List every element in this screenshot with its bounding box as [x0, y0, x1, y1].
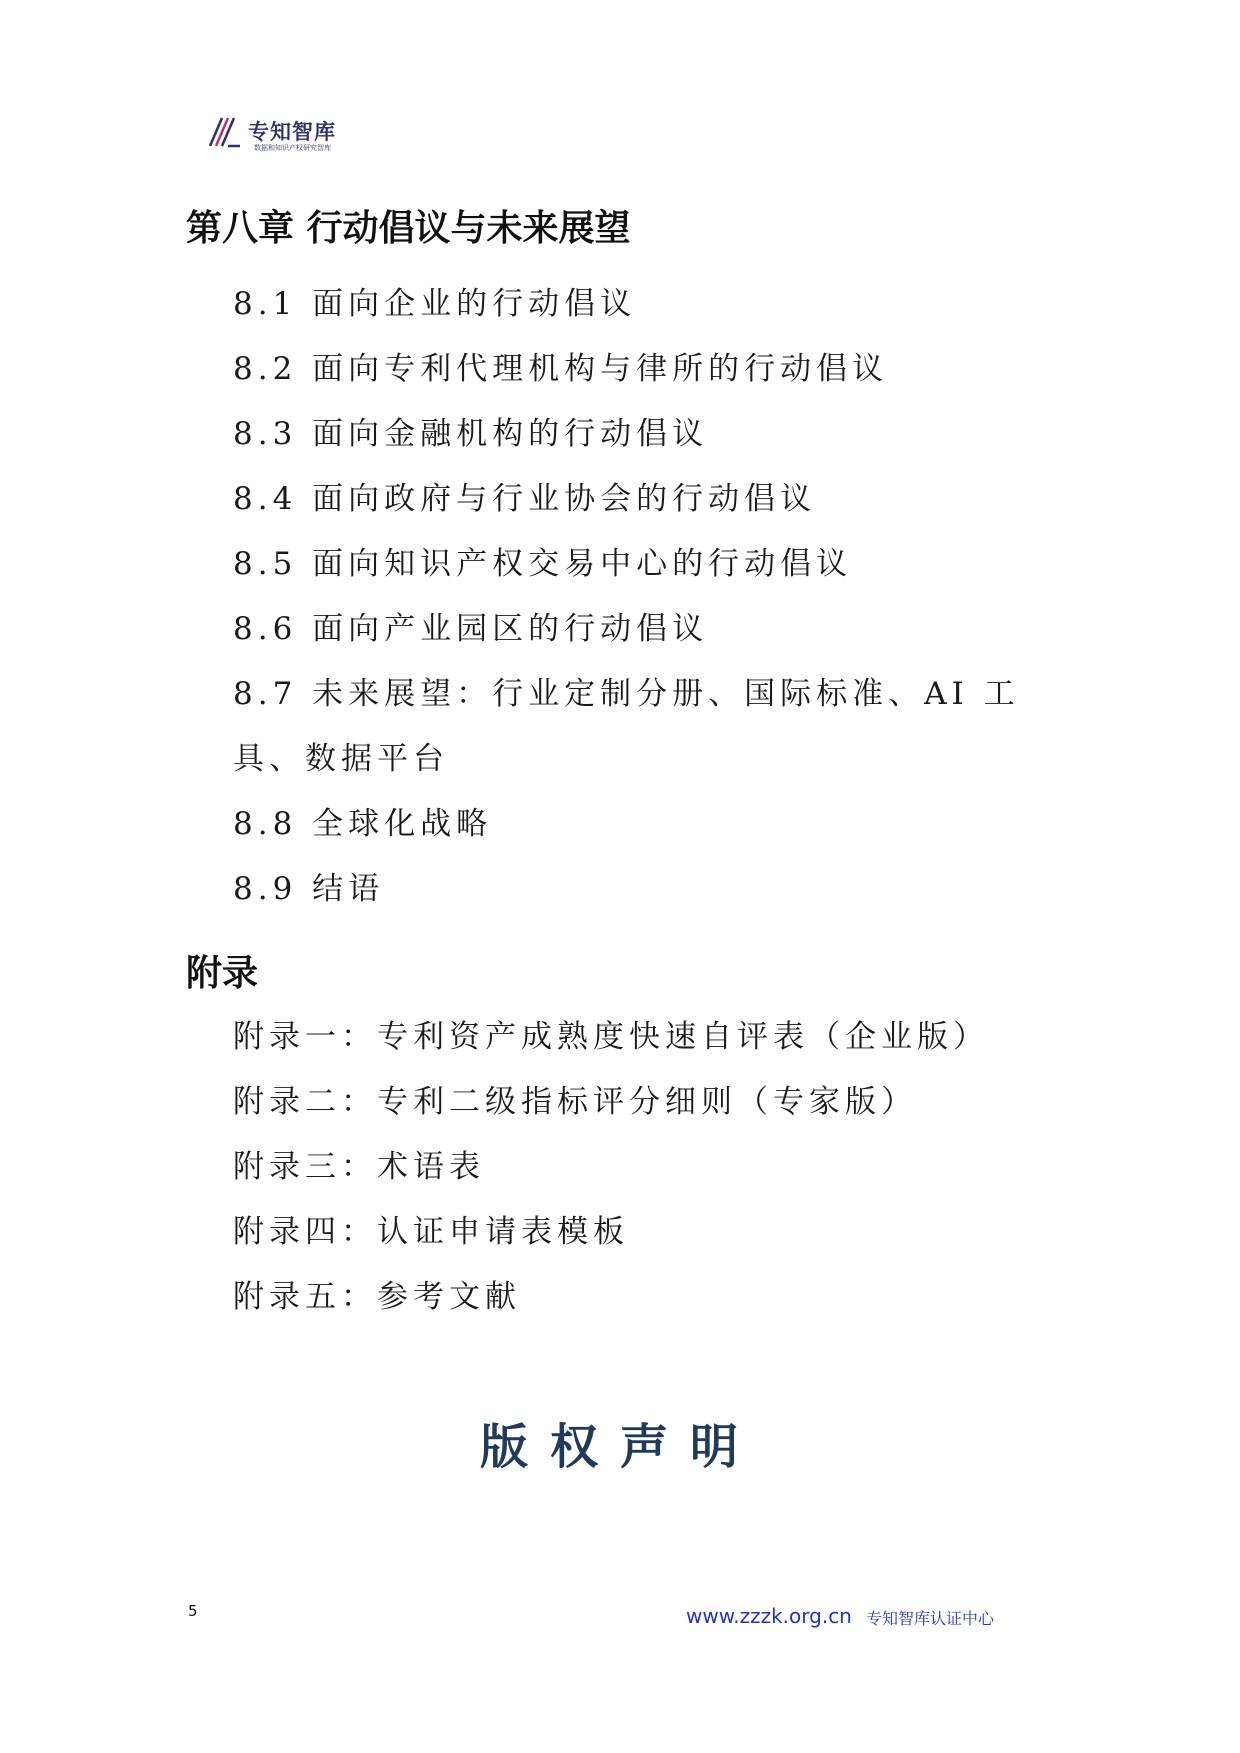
- footer-org-name: 专知智库认证中心: [866, 1609, 995, 1628]
- page-number: 5: [188, 1602, 198, 1620]
- toc-item: 8.1 面向企业的行动倡议: [233, 286, 637, 322]
- chapter-section-list: [233, 272, 1063, 922]
- appendix-title: 附录: [186, 953, 259, 994]
- toc-item: 8.6 面向产业园区的行动倡议: [233, 611, 709, 647]
- appendix-item: 附录四：认证申请表模板: [233, 1214, 629, 1250]
- logo-subtitle: 数据和知识产权研究智库: [254, 144, 331, 152]
- appendix-item: 附录二：专利二级指标评分细则（专家版）: [233, 1084, 917, 1120]
- toc-item: 8.4 面向政府与行业协会的行动倡议: [233, 481, 817, 517]
- logo: [208, 114, 358, 154]
- chapter-title: 第八章 行动倡议与未来展望: [186, 208, 631, 249]
- copyright-heading: 版权声明: [479, 1419, 760, 1475]
- toc-item: 8.5 面向知识产权交易中心的行动倡议: [233, 546, 853, 582]
- toc-item: 8.9 结语: [233, 871, 385, 907]
- toc-item: 8.3 面向金融机构的行动倡议: [233, 416, 709, 452]
- zhuanzhi-logo-icon: [208, 116, 242, 148]
- toc-item: 8.7 未来展望：行业定制分册、国际标准、AI 工具、数据平台: [233, 676, 1020, 777]
- logo-name: 专知智库: [248, 120, 336, 144]
- appendix-item: 附录一：专利资产成熟度快速自评表（企业版）: [233, 1019, 989, 1055]
- appendix-item: 附录五：参考文献: [233, 1279, 521, 1315]
- appendix-item: 附录三：术语表: [233, 1149, 485, 1185]
- appendix-list: [233, 1005, 1063, 1330]
- footer-url-link[interactable]: www.zzzk.org.cn: [686, 1604, 852, 1628]
- toc-item: 8.2 面向专利代理机构与律所的行动倡议: [233, 351, 889, 387]
- toc-item: 8.8 全球化战略: [233, 806, 493, 842]
